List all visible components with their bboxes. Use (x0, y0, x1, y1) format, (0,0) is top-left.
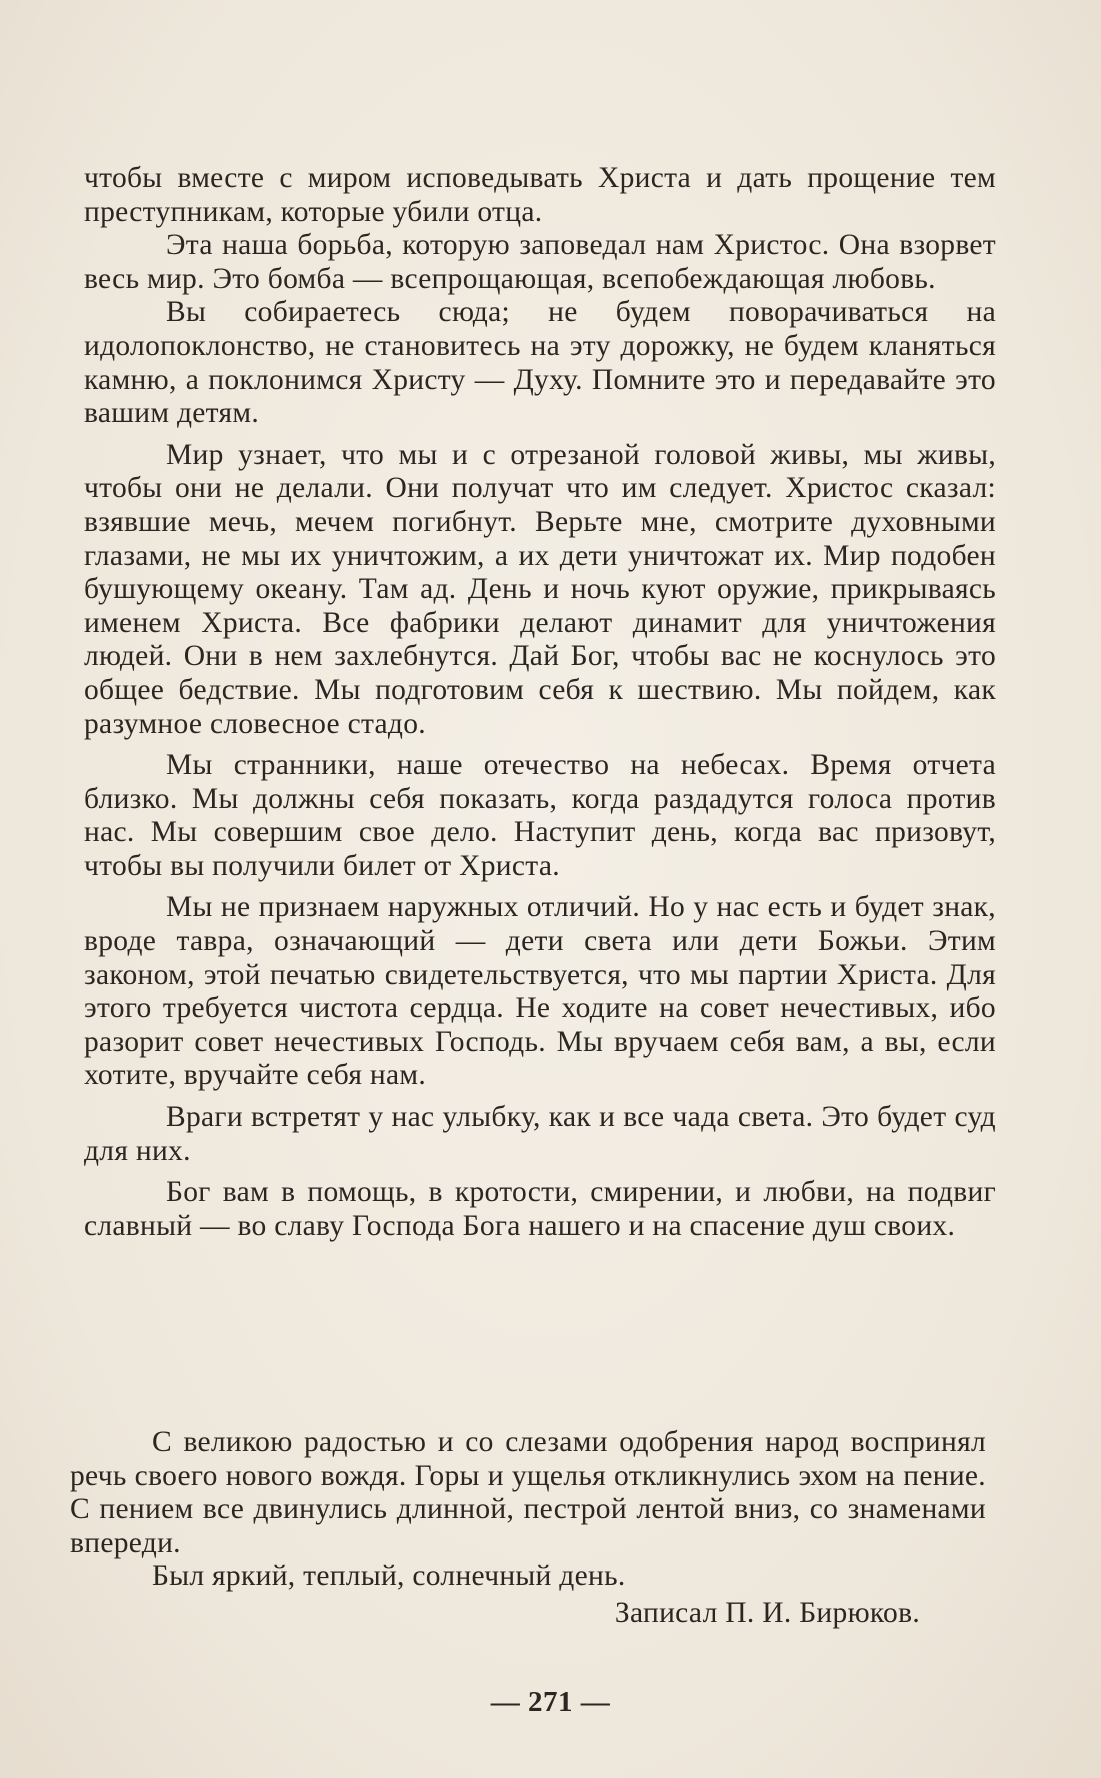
paragraph-6: Мы не признаем наружных отличий. Но у нас есть и будет знак, вроде тавра, означающий — дети света или дети Божьи. Этим законом, этой печатью свидетельствуется, что мы партии Христа. Для этого требуется чистота сердца. Не ходите на совет нечестивых, ибо разорит совет нечестивых Господь. Мы вручаем себя вам, а вы, если хотите, вручайте себя нам. (84, 891, 996, 1092)
afterword-paragraph-1: С великою радостью и со слезами одобрения народ воспринял речь своего нового вождя. Горы и ущелья откликнулись эхом на пение. С пением все двинулись длинной, пестрой лентой вниз, со знаменами впереди. (70, 1426, 986, 1559)
paragraph-1: чтобы вместе с миром исповедывать Христа и дать прощение тем преступникам, которые убили отца. (84, 162, 996, 228)
afterword (70, 1426, 986, 1630)
paragraph-2: Эта наша борьба, которую заповедал нам Христос. Она взорвет весь мир. Это бомба — всепрощающая, всепобеждающая любовь. (84, 229, 996, 295)
paragraph-5: Мы странники, наше отечество на небесах. Время отчета близко. Мы должны себя показать, когда раздадутся голоса против нас. Мы совершим свое дело. Наступит день, когда вас призовут, чтобы вы получили билет от Христа. (84, 749, 996, 882)
paragraph-8: Бог вам в помощь, в кротости, смирении, и любви, на подвиг славный — во славу Господа Бога нашего и на спасение душ своих. (84, 1176, 996, 1242)
paragraph-4: Мир узнает, что мы и с отрезаной головой живы, мы живы, чтобы они не делали. Они получат что им следует. Христос сказал: взявшие мечь, мечем погибнут. Верьте мне, смотрите духовными глазами, не мы их уничтожим, а их дети уничтожат их. Мир подобен бушующему океану. Там ад. День и ночь куют оружие, прикрываясь именем Христа. Все фабрики делают динамит для уничтожения людей. Они в нем захлебнутся. Дай Бог, чтобы вас не коснулось это общее бедствие. Мы подготовим себя к шествию. Мы пойдем, как разумное словесное стадо. (84, 438, 996, 740)
paragraph-7: Враги встретят у нас улыбку, как и все чада света. Это будет суд для них. (84, 1101, 996, 1167)
signature: Записал П. И. Бирюков. (614, 1596, 920, 1629)
page-number: — 271 — (490, 1686, 611, 1718)
speech-text (84, 162, 996, 1243)
afterword-paragraph-2: Был яркий, теплый, солнечный день. (152, 1560, 626, 1593)
paragraph-3: Вы собираетесь сюда; не будем поворачиваться на идолопоклонство, не становитесь на эту дорожку, не будем кланяться камню, а поклонимся Христу — Духу. Помните это и передавайте это вашим детям. (84, 296, 996, 430)
